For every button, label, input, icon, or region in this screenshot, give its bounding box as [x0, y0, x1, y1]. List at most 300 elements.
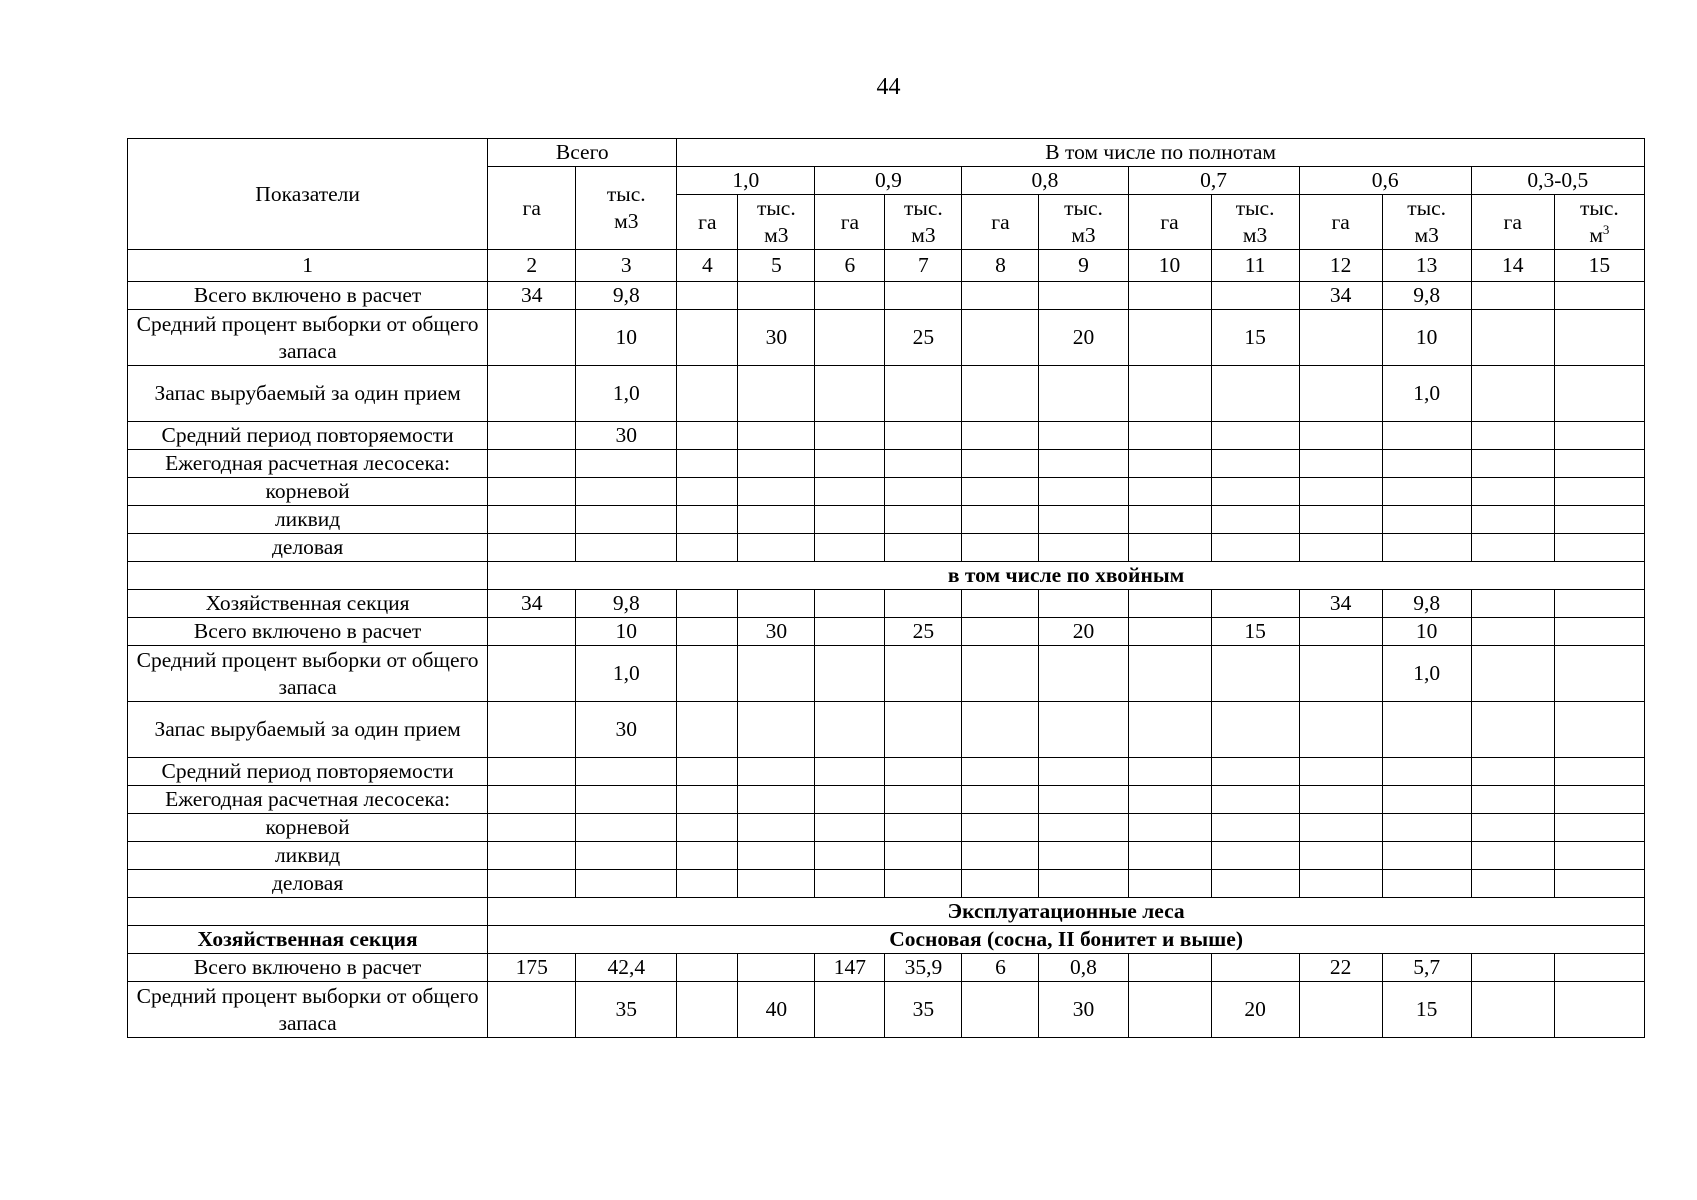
table-cell: 1,0 [1382, 646, 1471, 702]
table-cell [1039, 786, 1128, 814]
table-cell [1471, 282, 1554, 310]
table-cell [1382, 478, 1471, 506]
table-cell [1211, 646, 1299, 702]
table-cell [1471, 646, 1554, 702]
table-cell: 10 [576, 310, 677, 366]
table-cell [1471, 982, 1554, 1038]
table-row [128, 590, 1645, 618]
table-cell [677, 702, 738, 758]
table-cell [677, 506, 738, 534]
table-cell [1554, 590, 1644, 618]
section-title: Эксплуатационные леса [488, 898, 1645, 926]
table-cell [1299, 982, 1382, 1038]
table-cell [576, 478, 677, 506]
table-cell [885, 478, 962, 506]
table-cell [1471, 366, 1554, 422]
table-cell [1554, 478, 1644, 506]
unit-thousand-m3 [1382, 195, 1471, 250]
table-cell [1299, 366, 1382, 422]
table-cell [488, 534, 576, 562]
table-cell [1471, 422, 1554, 450]
table-cell [1471, 310, 1554, 366]
table-cell [1471, 954, 1554, 982]
column-number: 4 [677, 250, 738, 282]
table-cell [1382, 786, 1471, 814]
table-row [128, 954, 1645, 982]
table-cell [885, 814, 962, 842]
table-cell [1471, 842, 1554, 870]
table-cell [738, 366, 815, 422]
table-cell [962, 450, 1039, 478]
density-group: 0,6 [1299, 167, 1471, 195]
header-total-ha: га [488, 167, 576, 250]
table-cell [1039, 506, 1128, 534]
table-cell [962, 702, 1039, 758]
table-cell [962, 282, 1039, 310]
unit-thousand-m3 [1039, 195, 1128, 250]
table-cell [738, 786, 815, 814]
row-label [128, 898, 488, 926]
table-cell [1299, 422, 1382, 450]
table-cell [1554, 758, 1644, 786]
table-cell [738, 814, 815, 842]
table-cell [1128, 450, 1211, 478]
header-by-density: В том числе по полнотам [677, 139, 1645, 167]
table-cell [962, 618, 1039, 646]
unit-line-2: м3 [764, 223, 789, 247]
table-cell [962, 422, 1039, 450]
table-cell [1039, 646, 1128, 702]
table-cell [1128, 366, 1211, 422]
table-cell [1554, 982, 1644, 1038]
table-cell [1382, 814, 1471, 842]
table-cell [1211, 282, 1299, 310]
row-label: Хозяйственная секция [128, 926, 488, 954]
section-title: в том числе по хвойным [488, 562, 1645, 590]
table-cell [962, 478, 1039, 506]
table-cell [885, 282, 962, 310]
table-cell [488, 478, 576, 506]
table-cell [738, 842, 815, 870]
table-cell [962, 590, 1039, 618]
table-cell [1128, 954, 1211, 982]
table-cell [576, 870, 677, 898]
table-cell [885, 534, 962, 562]
table-cell [738, 646, 815, 702]
table-cell [1554, 450, 1644, 478]
table-cell [1211, 478, 1299, 506]
unit-line-2: м3 [911, 223, 936, 247]
table-cell [962, 814, 1039, 842]
row-label: деловая [128, 870, 488, 898]
unit-ha: га [1471, 195, 1554, 250]
table-cell [962, 758, 1039, 786]
table-cell [885, 842, 962, 870]
table-cell [885, 702, 962, 758]
unit-line-2: м3 [1071, 223, 1096, 247]
table-cell [488, 758, 576, 786]
table-cell [1471, 758, 1554, 786]
table-cell [885, 450, 962, 478]
table-row [128, 310, 1645, 366]
table-cell [738, 450, 815, 478]
table-cell [738, 478, 815, 506]
table-cell [576, 842, 677, 870]
table-cell [488, 870, 576, 898]
row-label: Запас вырубаемый за один прием [128, 702, 488, 758]
table-cell [1128, 534, 1211, 562]
table-cell [1211, 590, 1299, 618]
table-cell [1554, 618, 1644, 646]
column-number: 15 [1554, 250, 1644, 282]
table-cell [1039, 534, 1128, 562]
table-row [128, 786, 1645, 814]
table-cell [488, 618, 576, 646]
table-cell [1554, 646, 1644, 702]
table-cell: 6 [962, 954, 1039, 982]
table-cell [1211, 450, 1299, 478]
unit-line-1: тыс. [606, 182, 646, 206]
table-cell [1211, 422, 1299, 450]
table-cell: 35,9 [885, 954, 962, 982]
table-cell [1211, 758, 1299, 786]
table-cell [738, 282, 815, 310]
table-cell [677, 422, 738, 450]
table-cell: 5,7 [1382, 954, 1471, 982]
table-cell [815, 450, 885, 478]
table-cell [1299, 786, 1382, 814]
section-row [128, 926, 1645, 954]
column-number: 9 [1039, 250, 1128, 282]
table-row [128, 982, 1645, 1038]
column-number: 12 [1299, 250, 1382, 282]
table-cell [1471, 478, 1554, 506]
table-cell [885, 646, 962, 702]
table-cell: 42,4 [576, 954, 677, 982]
table-cell: 15 [1211, 618, 1299, 646]
table-cell [885, 366, 962, 422]
table-cell [815, 506, 885, 534]
table-cell [815, 282, 885, 310]
density-group: 0,3-0,5 [1471, 167, 1644, 195]
table-cell [1382, 758, 1471, 786]
table-cell: 10 [1382, 310, 1471, 366]
table-cell [1128, 758, 1211, 786]
density-group: 0,7 [1128, 167, 1299, 195]
table-cell [1128, 310, 1211, 366]
unit-ha: га [1128, 195, 1211, 250]
table-cell [1211, 702, 1299, 758]
page-number: 44 [876, 74, 901, 100]
table-cell [815, 786, 885, 814]
unit-thousand-m3 [885, 195, 962, 250]
table-cell [677, 982, 738, 1038]
table-cell [1128, 814, 1211, 842]
table-row [128, 422, 1645, 450]
table-cell [1039, 702, 1128, 758]
table-cell [738, 534, 815, 562]
unit-ha: га [677, 195, 738, 250]
table-cell [677, 590, 738, 618]
table-cell [1039, 478, 1128, 506]
table-cell [962, 870, 1039, 898]
unit-ha: га [815, 195, 885, 250]
table-cell [815, 814, 885, 842]
table-cell [1039, 422, 1128, 450]
table-cell [738, 422, 815, 450]
row-label: Средний процент выборки от общего запаса [128, 310, 488, 366]
row-label: Средний процент выборки от общего запаса [128, 646, 488, 702]
column-number: 13 [1382, 250, 1471, 282]
column-number: 2 [488, 250, 576, 282]
table-cell: 1,0 [1382, 366, 1471, 422]
table-cell [885, 422, 962, 450]
row-label: корневой [128, 814, 488, 842]
table-cell [1299, 534, 1382, 562]
table-cell [1039, 590, 1128, 618]
table-cell [1128, 282, 1211, 310]
table-cell [1299, 450, 1382, 478]
table-cell [962, 842, 1039, 870]
table-cell [815, 310, 885, 366]
table-cell [1471, 590, 1554, 618]
table-cell [576, 786, 677, 814]
table-cell: 1,0 [576, 366, 677, 422]
table-cell [1382, 702, 1471, 758]
table-cell: 15 [1382, 982, 1471, 1038]
header-indicators: Показатели [128, 139, 488, 250]
table-row [128, 366, 1645, 422]
unit-line-2: м3 [1414, 223, 1439, 247]
table-cell [488, 814, 576, 842]
column-number: 11 [1211, 250, 1299, 282]
table-cell [1299, 842, 1382, 870]
table-cell [1554, 422, 1644, 450]
table-cell [488, 422, 576, 450]
unit-line-1: тыс. [756, 196, 796, 220]
table-cell [1382, 450, 1471, 478]
table-cell: 30 [1039, 982, 1128, 1038]
unit-line-2: м3 [614, 209, 639, 233]
table-cell [488, 310, 576, 366]
table-row [128, 618, 1645, 646]
table-cell [576, 506, 677, 534]
table-row [128, 842, 1645, 870]
table-cell [1471, 702, 1554, 758]
unit-thousand-m3 [1211, 195, 1299, 250]
table-cell [885, 506, 962, 534]
table-cell [1471, 506, 1554, 534]
table-cell: 1,0 [576, 646, 677, 702]
table-cell: 175 [488, 954, 576, 982]
unit-line-1: тыс. [1579, 196, 1619, 220]
row-label: деловая [128, 534, 488, 562]
row-label: корневой [128, 478, 488, 506]
density-group: 0,9 [815, 167, 962, 195]
table-cell: 34 [488, 282, 576, 310]
table-cell [815, 366, 885, 422]
unit-line-1: тыс. [1064, 196, 1103, 220]
table-cell [815, 646, 885, 702]
table-cell [488, 786, 576, 814]
unit-line-2 [1557, 222, 1642, 249]
table-cell [1554, 506, 1644, 534]
table-row [128, 282, 1645, 310]
table-cell [1554, 870, 1644, 898]
table-cell [1211, 954, 1299, 982]
row-label: Хозяйственная секция [128, 590, 488, 618]
table-cell [815, 534, 885, 562]
table-cell [1382, 534, 1471, 562]
table-cell [1554, 534, 1644, 562]
column-number: 7 [885, 250, 962, 282]
table-cell [1554, 310, 1644, 366]
table-cell [1128, 982, 1211, 1038]
table-cell: 15 [1211, 310, 1299, 366]
table-cell [962, 310, 1039, 366]
table-cell [677, 450, 738, 478]
table-cell [1211, 842, 1299, 870]
table-cell: 35 [576, 982, 677, 1038]
table-cell: 10 [576, 618, 677, 646]
table-cell [576, 814, 677, 842]
table-row [128, 534, 1645, 562]
table-cell [885, 758, 962, 786]
table-cell [738, 590, 815, 618]
table-cell [576, 450, 677, 478]
header-row-1 [128, 139, 1645, 167]
unit-line-1: тыс. [1407, 196, 1447, 220]
table-cell [1554, 814, 1644, 842]
unit-base: м [1589, 223, 1603, 247]
column-numbers-row [128, 250, 1645, 282]
table-cell [885, 870, 962, 898]
table-cell: 30 [738, 618, 815, 646]
table-cell [576, 758, 677, 786]
table-cell [962, 786, 1039, 814]
table-cell [488, 366, 576, 422]
row-label: Средний период повторяемости [128, 422, 488, 450]
table-cell [488, 842, 576, 870]
density-group: 0,8 [962, 167, 1128, 195]
table-cell [1128, 786, 1211, 814]
table-cell [1211, 366, 1299, 422]
table-cell [677, 646, 738, 702]
table-cell: 40 [738, 982, 815, 1038]
table-cell [1128, 702, 1211, 758]
table-cell [677, 310, 738, 366]
table-cell [1382, 870, 1471, 898]
table-cell [738, 758, 815, 786]
unit-line-1: тыс. [1235, 196, 1275, 220]
row-label: Запас вырубаемый за один прием [128, 366, 488, 422]
table-cell: 34 [1299, 590, 1382, 618]
table-cell [677, 366, 738, 422]
table-cell: 30 [576, 702, 677, 758]
unit-superscript: 3 [1602, 221, 1610, 237]
table-cell [1554, 842, 1644, 870]
table-cell [1128, 618, 1211, 646]
table-cell [677, 870, 738, 898]
table-cell [962, 366, 1039, 422]
table-cell [1211, 534, 1299, 562]
table-row [128, 870, 1645, 898]
row-label: ликвид [128, 842, 488, 870]
table-cell: 30 [576, 422, 677, 450]
row-label: Всего включено в расчет [128, 282, 488, 310]
table-cell: 25 [885, 618, 962, 646]
table-cell: 34 [488, 590, 576, 618]
table-cell [738, 870, 815, 898]
table-cell [1211, 786, 1299, 814]
unit-thousand-m3 [1554, 195, 1644, 250]
table-cell [677, 842, 738, 870]
table-cell [1039, 450, 1128, 478]
table-cell [1299, 506, 1382, 534]
table-cell [1128, 506, 1211, 534]
table-cell [1211, 506, 1299, 534]
table-cell [815, 590, 885, 618]
table-cell [815, 758, 885, 786]
unit-ha: га [962, 195, 1039, 250]
table-cell [1039, 842, 1128, 870]
table-row [128, 758, 1645, 786]
table-cell [962, 534, 1039, 562]
table-row [128, 450, 1645, 478]
row-label: Всего включено в расчет [128, 618, 488, 646]
table-cell [1554, 954, 1644, 982]
table-cell [488, 450, 576, 478]
table-cell [815, 422, 885, 450]
table-cell [1554, 702, 1644, 758]
table-cell: 20 [1211, 982, 1299, 1038]
column-number: 5 [738, 250, 815, 282]
row-label: Ежегодная расчетная лесосека: [128, 450, 488, 478]
table-cell: 9,8 [576, 590, 677, 618]
row-label: Средний процент выборки от общего запаса [128, 982, 488, 1038]
table-cell: 20 [1039, 310, 1128, 366]
table-cell: 9,8 [576, 282, 677, 310]
section-row [128, 898, 1645, 926]
table-cell [815, 842, 885, 870]
table-cell: 20 [1039, 618, 1128, 646]
section-row [128, 562, 1645, 590]
table-cell [815, 870, 885, 898]
column-number: 3 [576, 250, 677, 282]
table-cell [1299, 478, 1382, 506]
table-cell [1554, 282, 1644, 310]
table-cell [488, 646, 576, 702]
row-label: Всего включено в расчет [128, 954, 488, 982]
table-cell [815, 702, 885, 758]
table-cell [1128, 842, 1211, 870]
column-number: 1 [128, 250, 488, 282]
unit-ha: га [1299, 195, 1382, 250]
table-cell [1211, 814, 1299, 842]
table-cell [738, 506, 815, 534]
table-cell: 30 [738, 310, 815, 366]
table-cell [815, 982, 885, 1038]
table-cell [1471, 870, 1554, 898]
table-cell: 9,8 [1382, 282, 1471, 310]
table-cell [885, 786, 962, 814]
column-number: 14 [1471, 250, 1554, 282]
table-cell: 10 [1382, 618, 1471, 646]
table-cell [1039, 282, 1128, 310]
table-cell [677, 786, 738, 814]
unit-line-2: м3 [1242, 223, 1268, 247]
table-cell [1128, 590, 1211, 618]
